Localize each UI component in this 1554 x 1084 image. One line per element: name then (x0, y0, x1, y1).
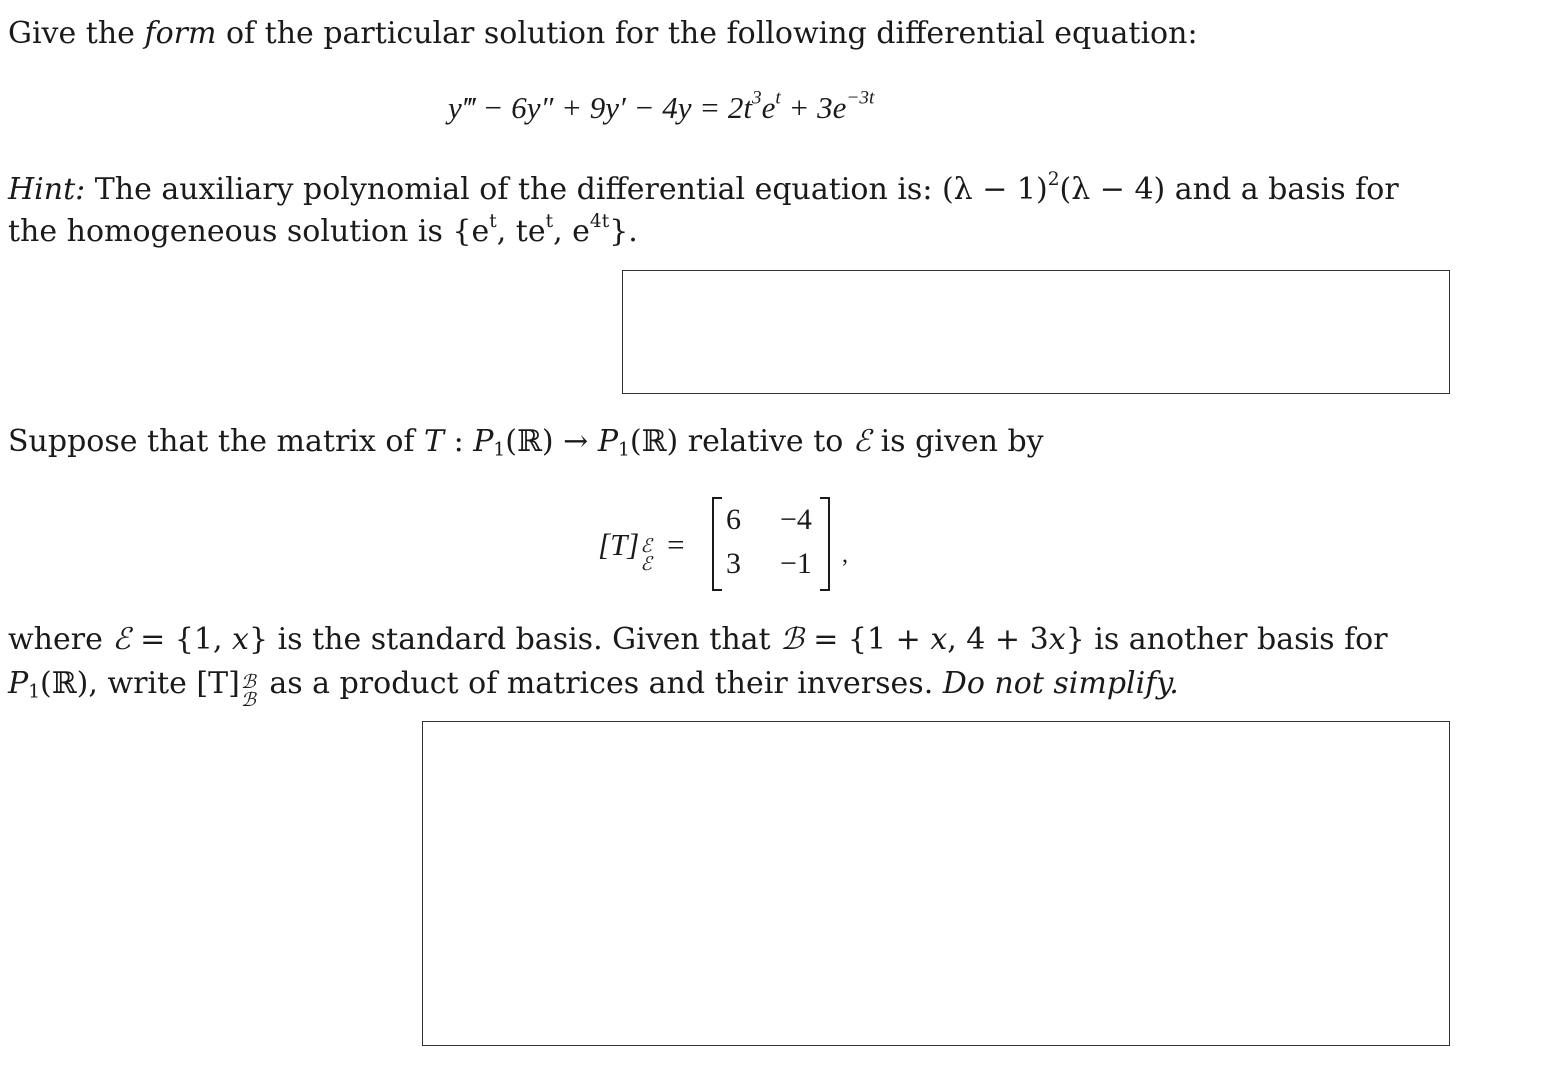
matrix-cell-r1c1: 6 (726, 503, 741, 536)
q2-intro-e: is given by (871, 424, 1044, 459)
q2-b1-a: where (8, 622, 113, 657)
q2-b2-a: (ℝ), write [T] (40, 666, 240, 701)
q2-b1-x: x (232, 622, 249, 657)
q2-matrix-trailing-comma: , (842, 542, 848, 568)
q1-intro (8, 16, 1198, 52)
q1-answer-box[interactable] (622, 270, 1450, 394)
q2-b2-scripts (240, 670, 260, 711)
q1-intro-emphasis: form (144, 16, 217, 51)
q1-eq-e: e (761, 90, 776, 125)
q1-eq-t-exponent: 3 (752, 87, 762, 109)
q2-intro-P: P (473, 424, 494, 459)
q1-eq-exponent-2: −3t (846, 87, 875, 109)
q2-lhs-T: [T] (598, 527, 640, 562)
matrix-right-bracket (820, 497, 830, 591)
q1-intro-post: of the particular solution for the following differential equation: (216, 16, 1198, 51)
q1-hint-text1: The auxiliary polynomial of the differential equation is: (λ − 1) (85, 172, 1048, 207)
q1-eq-e-exponent: t (775, 87, 781, 109)
q1-hint-line2-c: , e (553, 214, 590, 249)
q2-b1-e: , 4 + 3 (947, 622, 1049, 657)
q1-differential-equation (448, 88, 874, 128)
q1-hint-line2-b: , te (496, 214, 546, 249)
q2-b1-B: ℬ (780, 622, 804, 657)
q2-b2-sup: ℬ (240, 671, 256, 693)
q2-b2-b: as a product of matrices and their inverses. (259, 666, 943, 701)
q2-intro (8, 424, 1044, 460)
q2-b1-d: = {1 + (803, 622, 931, 657)
q2-b2-subB: ℬ (240, 689, 256, 711)
q2-intro-d: (ℝ) relative to (629, 424, 853, 459)
q2-lhs-scripts (639, 533, 659, 575)
q2-intro-P2: P (597, 424, 619, 459)
q2-intro-a: Suppose that the matrix of (8, 424, 425, 459)
q1-hint-text2: (λ − 4) and a basis for (1059, 172, 1399, 207)
q1-hint-exp2: t (545, 211, 554, 233)
q2-intro-T: T (424, 424, 445, 459)
q1-eq-plus: + 3e (780, 90, 847, 125)
q2-b1-E: ℰ (112, 622, 131, 657)
q2-body-line1 (8, 622, 1388, 658)
q2-body-line2 (8, 666, 1179, 711)
q2-intro-b: : (444, 424, 474, 459)
q2-b2-emphasis: Do not simplify. (942, 666, 1179, 701)
q1-hint-square: 2 (1047, 169, 1060, 191)
q1-intro-pre: Give the (8, 16, 145, 51)
q1-eq-lhs: y‴ − 6y″ + 9y′ − 4y = 2t (448, 90, 753, 125)
q2-b2-P: P (8, 666, 29, 701)
q2-lhs-sup: ℰ (640, 535, 652, 557)
q2-answer-box[interactable] (422, 721, 1450, 1046)
q1-hint-label: Hint: (8, 172, 86, 207)
q2-lhs-sub: ℰ (640, 553, 652, 575)
q2-intro-sub: 1 (493, 439, 506, 461)
q2-intro-sub2: 1 (618, 439, 630, 461)
q1-hint-exp3: 4t (589, 211, 610, 233)
matrix-cell-r2c1: 3 (726, 547, 741, 580)
q2-matrix (712, 497, 830, 591)
matrix-cell-r2c2: −1 (780, 547, 812, 580)
q2-b1-x2: x (930, 622, 948, 657)
q2-b1-b: = {1, (130, 622, 233, 657)
q2-b1-c: } is the standard basis. Given that (248, 622, 781, 657)
q2-matrix-lhs (598, 525, 685, 575)
q2-intro-E: ℰ (852, 424, 872, 459)
q2-b1-f: } is another basis for (1065, 622, 1388, 657)
matrix-left-bracket (712, 497, 722, 591)
q2-b2-sub: 1 (28, 681, 41, 703)
q1-hint-line2 (8, 211, 638, 250)
q1-hint-line2-a: the homogeneous solution is {e (8, 214, 490, 249)
q2-b1-x3: x (1048, 622, 1066, 657)
matrix-cell-r1c2: −4 (780, 503, 812, 536)
q1-hint-line1 (8, 169, 1448, 208)
q2-intro-c: (ℝ) → (505, 424, 598, 459)
q1-hint-exp1: t (489, 211, 497, 233)
q2-equals-sign: = (667, 527, 685, 562)
q1-hint-line2-d: }. (609, 214, 638, 249)
